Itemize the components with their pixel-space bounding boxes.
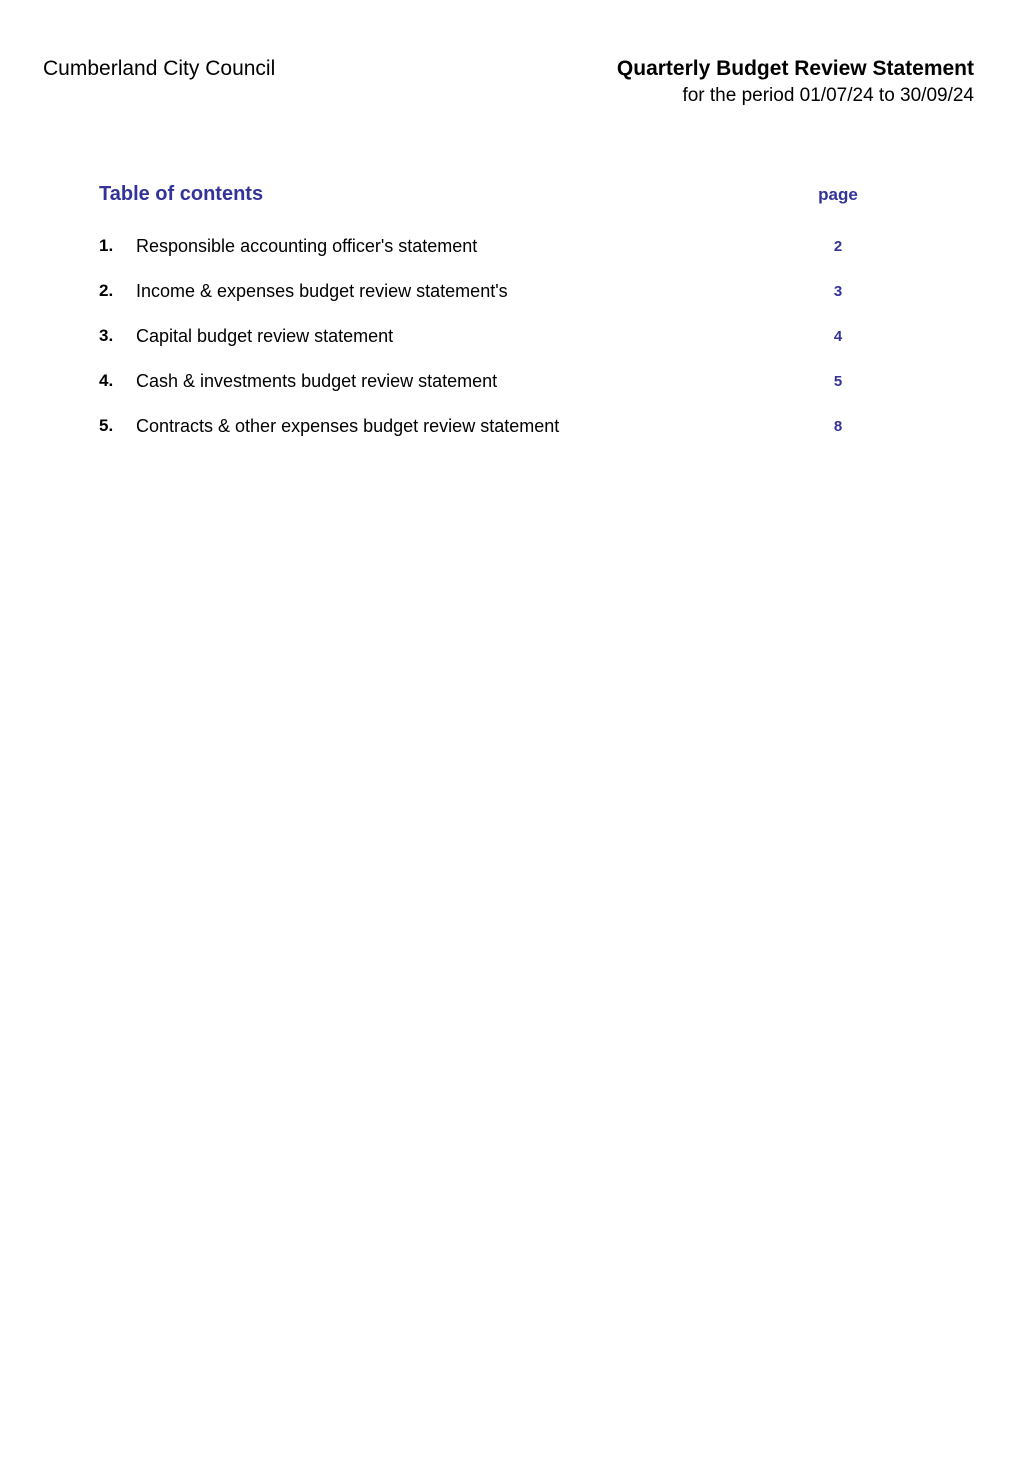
- toc-page-column-heading: page: [818, 185, 858, 204]
- toc-item-title: Capital budget review statement: [136, 326, 394, 346]
- toc-item[interactable]: [99, 279, 899, 324]
- toc-item-page: 8: [833, 418, 843, 435]
- toc-item-number: 3.: [99, 326, 114, 345]
- toc-item-title: Contracts & other expenses budget review statement: [136, 416, 560, 436]
- toc-item-number: 1.: [99, 236, 114, 255]
- toc-item[interactable]: [99, 369, 899, 414]
- toc-item-number: 5.: [99, 416, 114, 435]
- toc-item-title: Responsible accounting officer's statement: [136, 236, 478, 256]
- toc-item-number: 2.: [99, 281, 114, 300]
- toc-list: [99, 234, 899, 459]
- toc-item[interactable]: [99, 234, 899, 279]
- council-name: Cumberland City Council: [43, 57, 276, 80]
- toc-item[interactable]: [99, 324, 899, 369]
- toc-item-page: 2: [833, 238, 843, 255]
- toc-item-title: Cash & investments budget review statement: [136, 371, 498, 391]
- report-period: for the period 01/07/24 to 30/09/24: [682, 85, 974, 106]
- toc-item-title: Income & expenses budget review statement's: [136, 281, 508, 301]
- report-title: Quarterly Budget Review Statement: [616, 57, 974, 80]
- toc-item-page: 4: [833, 328, 843, 345]
- toc-heading: Table of contents: [99, 183, 264, 205]
- toc-item-page: 3: [833, 283, 843, 300]
- toc-item-number: 4.: [99, 371, 114, 390]
- toc-item[interactable]: [99, 414, 899, 459]
- toc-item-page: 5: [833, 373, 843, 390]
